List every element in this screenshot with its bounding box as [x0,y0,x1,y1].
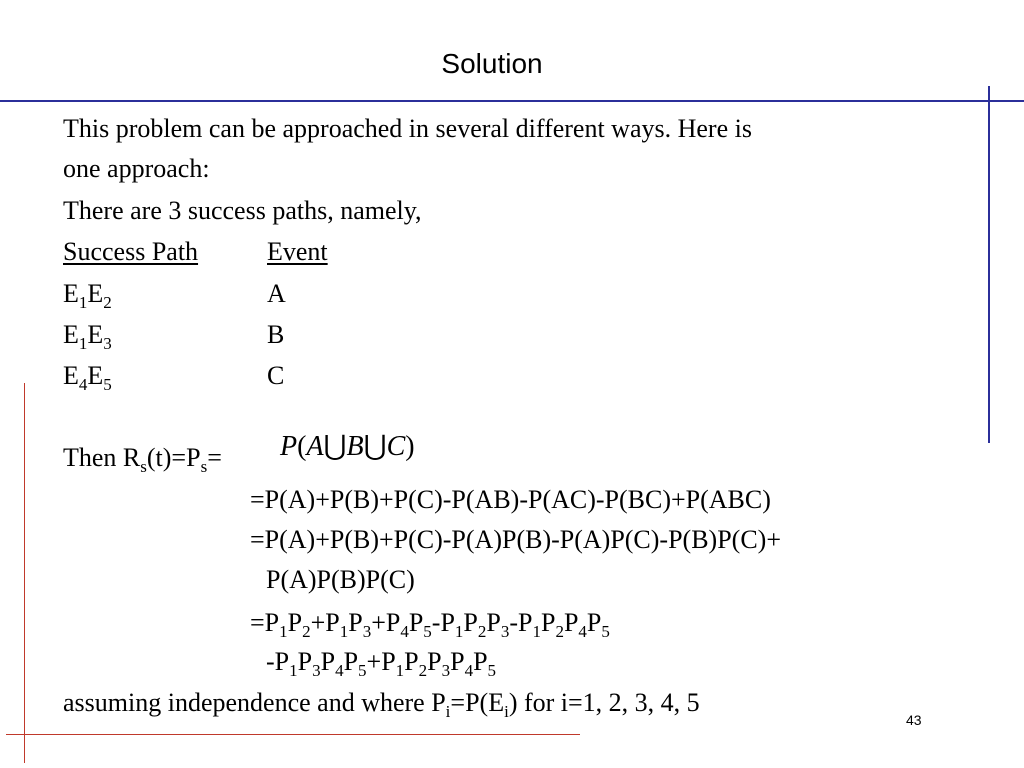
assumption-line: assuming independence and where $P_i=P(E_i)$ for i=1, 2, 3, 4, 5 [63,688,700,721]
intro-line-1: This problem can be approached in several different ways. Here is [63,114,752,143]
header-event: Event [267,237,328,266]
event-row-2: B [267,320,285,349]
equation-line-4: $=P_1P_2+P_1P_3+P_4P_5-P_1P_2P_3-P_1P_2P_4P_5$ [250,608,610,641]
slide-title: Solution [441,48,543,79]
equation-line-5: $-P_1P_3P_4P_5+P_1P_2P_3P_4P_5$ [266,647,497,680]
paths-intro: There are 3 success paths, namely, [63,196,422,225]
left-vertical-rule [24,383,25,763]
path-row-1: $E_1E_2$ [63,279,112,312]
page-number: 43 [906,712,922,728]
equation-line-2: =P(A)+P(B)+P(C)-P(A)P(B)-P(A)P(C)-P(B)P(C)+ [250,525,781,554]
path-row-2: $E_1E_3$ [63,320,112,353]
bottom-horizontal-rule [6,734,580,735]
right-vertical-rule [988,86,990,443]
event-row-3: C [267,361,285,390]
top-horizontal-rule [0,100,1024,102]
union-expression: P(A⋃B⋃C) [280,431,415,462]
intro-line-2: one approach: [63,154,210,183]
then-label: Then $R_s(t)=P_s=$ [63,443,222,476]
equation-line-3: P(A)P(B)P(C) [266,565,415,594]
header-success-path: Success Path [63,237,199,266]
equation-line-1: =P(A)+P(B)+P(C)-P(AB)-P(AC)-P(BC)+P(ABC) [250,485,771,514]
event-row-1: A [267,279,286,308]
path-row-3: $E_4E_5$ [63,361,112,394]
